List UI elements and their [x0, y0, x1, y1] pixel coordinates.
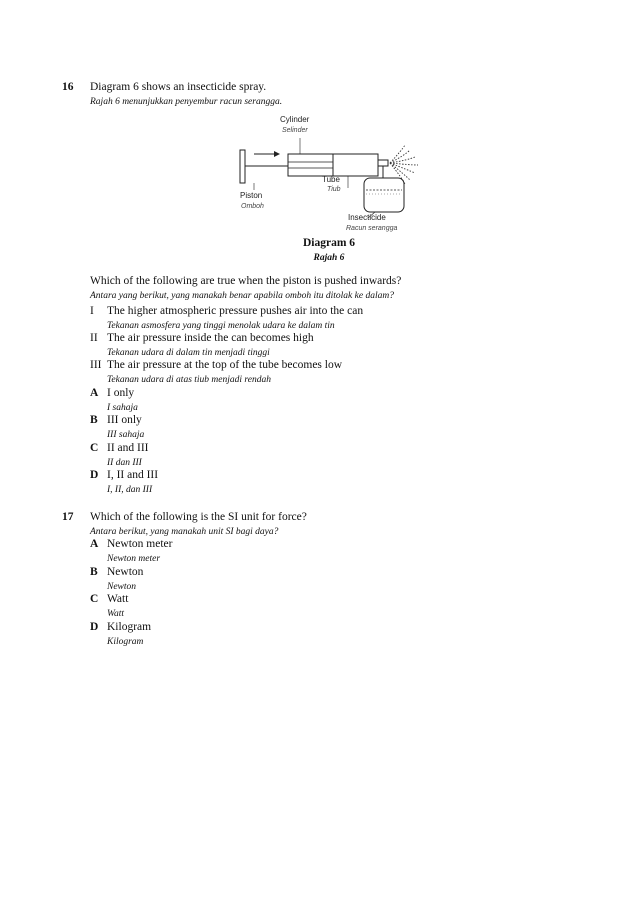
cylinder-body: [288, 154, 333, 176]
option-text[interactable]: Watt: [107, 593, 129, 605]
statement-numeral: III: [90, 359, 102, 371]
option-letter[interactable]: D: [90, 621, 99, 633]
option-text-malay: I sahaja: [107, 403, 138, 413]
cylinder-label-malay: Selinder: [282, 127, 308, 134]
question-16-number: 16: [62, 81, 74, 93]
push-arrowhead: [274, 151, 280, 157]
piston-label: Piston: [240, 191, 263, 200]
question-17-stem-malay: Antara berikut, yang manakah unit SI bagi daya?: [90, 527, 279, 537]
option-letter[interactable]: B: [90, 566, 98, 578]
option-text[interactable]: I, II and III: [107, 469, 159, 481]
diagram-6-caption-malay: Rajah 6: [313, 253, 345, 263]
option-text[interactable]: Newton: [107, 566, 144, 578]
tube-label: Tube: [322, 175, 340, 184]
option-text-malay: II dan III: [107, 458, 142, 468]
insecticide-label-malay: Racun serangga: [346, 225, 398, 232]
option-text-malay: I, II, dan III: [107, 485, 153, 495]
option-letter[interactable]: A: [90, 538, 99, 550]
tube-label-malay: Tiub: [327, 186, 341, 193]
option-text-malay: Newton meter: [107, 554, 161, 564]
statement-numeral: I: [90, 305, 94, 317]
option-letter[interactable]: A: [90, 387, 99, 399]
option-text[interactable]: I only: [107, 387, 135, 399]
question-17-number: 17: [62, 511, 74, 523]
diagram-6-caption: Diagram 6: [302, 237, 356, 249]
tube-body: [333, 154, 378, 176]
question-16-stem: Diagram 6 shows an insecticide spray.: [90, 81, 267, 93]
question-16-stem-malay: Rajah 6 menunjukkan penyembur racun serangga.: [90, 97, 283, 107]
insecticide-can: [364, 178, 404, 212]
option-text-malay: Newton: [107, 582, 137, 592]
statement-text: The air pressure at the top of the tube becomes low: [107, 359, 343, 371]
statement-text: The higher atmospheric pressure pushes air into the can: [107, 305, 364, 317]
question-16-prompt: Which of the following are true when the piston is pushed inwards?: [90, 275, 402, 287]
statement-text-malay: Tekanan udara di atas tiub menjadi rendah: [107, 375, 271, 385]
statement-text-malay: Tekanan udara di dalam tin menjadi tinggi: [107, 348, 270, 358]
statement-text-malay: Tekanan asmosfera yang tinggi menolak udara ke dalam tin: [107, 321, 335, 331]
option-text[interactable]: II and III: [107, 442, 149, 454]
statement-numeral: II: [90, 332, 98, 344]
insecticide-spray-diagram: [230, 110, 430, 235]
statement-text: The air pressure inside the can becomes high: [107, 332, 314, 344]
option-text[interactable]: Newton meter: [107, 538, 173, 550]
question-17-stem: Which of the following is the SI unit for force?: [90, 511, 307, 523]
option-letter[interactable]: D: [90, 469, 99, 481]
question-16-prompt-malay: Antara yang berikut, yang manakah benar apabila omboh itu ditolak ke dalam?: [90, 291, 394, 301]
option-text-malay: III sahaja: [107, 430, 145, 440]
option-letter[interactable]: C: [90, 593, 99, 605]
option-letter[interactable]: B: [90, 414, 98, 426]
option-text[interactable]: III only: [107, 414, 142, 426]
nozzle: [378, 160, 388, 166]
option-letter[interactable]: C: [90, 442, 99, 454]
option-text-malay: Watt: [107, 609, 125, 619]
piston-handle: [240, 150, 245, 183]
option-text-malay: Kilogram: [107, 637, 144, 647]
piston-label-malay: Omboh: [241, 203, 264, 210]
cylinder-label: Cylinder: [280, 115, 310, 124]
option-text[interactable]: Kilogram: [107, 621, 152, 633]
insecticide-label: Insecticide: [348, 213, 386, 222]
